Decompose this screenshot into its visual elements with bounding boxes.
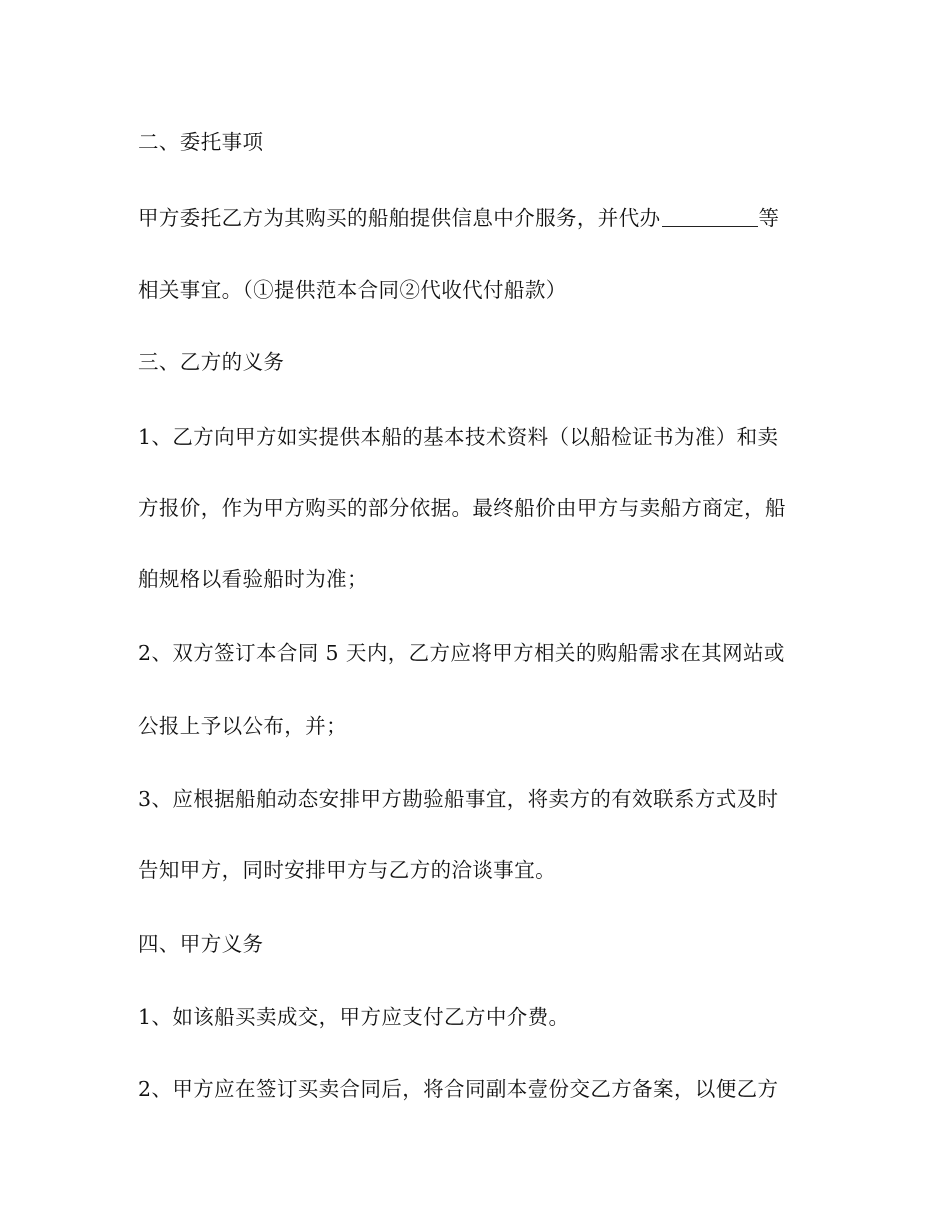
paragraph-text: 舶规格以看验船时为准； xyxy=(138,567,368,591)
paragraph-line xyxy=(138,205,828,231)
paragraph-line xyxy=(138,277,828,303)
paragraph-text: 1、如该船买卖成交，甲方应支付乙方中介费。 xyxy=(138,1005,570,1029)
section-heading-entrusted-matters xyxy=(138,129,828,155)
paragraph-text: 1、乙方向甲方如实提供本船的基本技术资料（以船检证书为准）和卖 xyxy=(138,425,779,449)
paragraph-line xyxy=(138,495,828,521)
paragraph-text: 等 xyxy=(758,206,780,230)
paragraph-text: 3、应根据船舶动态安排甲方勘验船事宜，将卖方的有效联系方式及时 xyxy=(138,787,779,811)
paragraph-text: 相关事宜。（①提供范本合同②代收代付船款） xyxy=(138,278,567,302)
paragraph-line xyxy=(138,1076,828,1102)
heading-text: 三、乙方的义务 xyxy=(138,350,285,374)
paragraph-line xyxy=(138,1004,828,1030)
section-heading-party-b-obligations xyxy=(138,349,828,375)
paragraph-text: 方报价，作为甲方购买的部分依据。最终船价由甲方与卖船方商定，船 xyxy=(138,496,786,520)
paragraph-line xyxy=(138,424,828,450)
paragraph-text: 甲方委托乙方为其购买的船舶提供信息中介服务，并代办 xyxy=(138,206,661,230)
paragraph-text: 2、甲方应在签订买卖合同后，将合同副本壹份交乙方备案，以便乙方 xyxy=(138,1077,779,1101)
paragraph-text: 告知甲方，同时安排甲方与乙方的洽谈事宜。 xyxy=(138,858,556,882)
heading-text: 四、甲方义务 xyxy=(138,932,264,956)
paragraph-line xyxy=(138,786,828,812)
paragraph-text: 2、双方签订本合同 5 天内，乙方应将甲方相关的购船需求在其网站或 xyxy=(138,641,785,665)
heading-text: 二、委托事项 xyxy=(138,130,264,154)
paragraph-line xyxy=(138,713,828,739)
paragraph-text: 公报上予以公布，并； xyxy=(138,714,347,738)
fill-in-blank xyxy=(662,225,758,227)
paragraph-line xyxy=(138,640,828,666)
paragraph-line xyxy=(138,566,828,592)
paragraph-line xyxy=(138,857,828,883)
section-heading-party-a-obligations xyxy=(138,931,828,957)
